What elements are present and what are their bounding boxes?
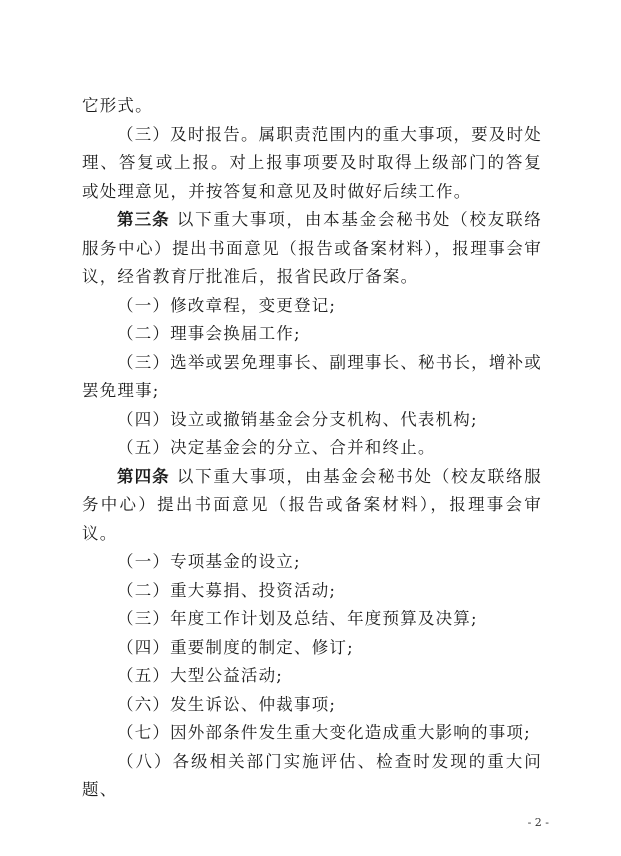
paragraph-text: （五）大型公益活动; (117, 666, 284, 685)
list-item (82, 349, 542, 406)
paragraph (82, 92, 542, 121)
list-item (82, 434, 542, 463)
paragraph-text: （三）选举或罢免理事长、副理事长、秘书长，增补或罢免理事; (82, 352, 542, 400)
paragraph-text: （三）年度工作计划及总结、年度预算及决算; (117, 609, 478, 628)
paragraph-text: （二）重大募捐、投资活动; (117, 580, 337, 600)
document-body (82, 92, 542, 805)
article-paragraph (82, 463, 542, 549)
list-item (82, 634, 542, 663)
list-item (82, 691, 542, 720)
paragraph-text: 以下重大事项，由基金会秘书处（校友联络服务中心）提出书面意见（报告或备案材料），报理事会审议。 (82, 466, 543, 543)
article-paragraph (82, 206, 542, 292)
paragraph-text: （六）发生诉讼、仲裁事项; (117, 694, 337, 714)
paragraph-text: （一）专项基金的设立; (117, 552, 301, 571)
paragraph-text: （二）理事会换届工作; (117, 324, 301, 343)
list-item (82, 548, 542, 577)
paragraph-text: 以下重大事项，由本基金会秘书处（校友联络服务中心）提出书面意见（报告或备案材料），报理事会审议，经省教育厅批准后，报省民政厅备案。 (82, 210, 543, 286)
list-item (82, 320, 542, 349)
paragraph-text: （一）修改章程，变更登记; (117, 295, 337, 315)
paragraph (82, 121, 542, 207)
list-item (82, 406, 542, 435)
list-item (82, 662, 542, 691)
paragraph-text: （四）重要制度的制定、修订; (117, 637, 354, 657)
list-item (82, 577, 542, 606)
paragraph-text: （八）各级相关部门实施评估、检查时发现的重大问 题、 (82, 751, 542, 799)
article-label: 第四条 (117, 466, 170, 486)
list-item (82, 748, 542, 805)
paragraph-text: （三）及时报告。属职责范围内的重大事项，要及时处理、答复或上报。对上报事项要及时取得上级部门的答复或处理意见，并按答复和意见及时做好后续工作。 (82, 124, 542, 201)
list-item (82, 605, 542, 634)
page-number: - 2 - (527, 816, 549, 829)
paragraph-text: 它形式。 (82, 96, 153, 115)
list-item (82, 719, 542, 748)
paragraph-text: （七）因外部条件发生重大变化造成重大影响的事项; (117, 723, 531, 742)
list-item (82, 292, 542, 321)
article-label: 第三条 (117, 210, 170, 229)
paragraph-text: （四）设立或撤销基金会分支机构、代表机构; (117, 409, 478, 429)
paragraph-text: （五）决定基金会的分立、合并和终止。 (117, 438, 436, 457)
